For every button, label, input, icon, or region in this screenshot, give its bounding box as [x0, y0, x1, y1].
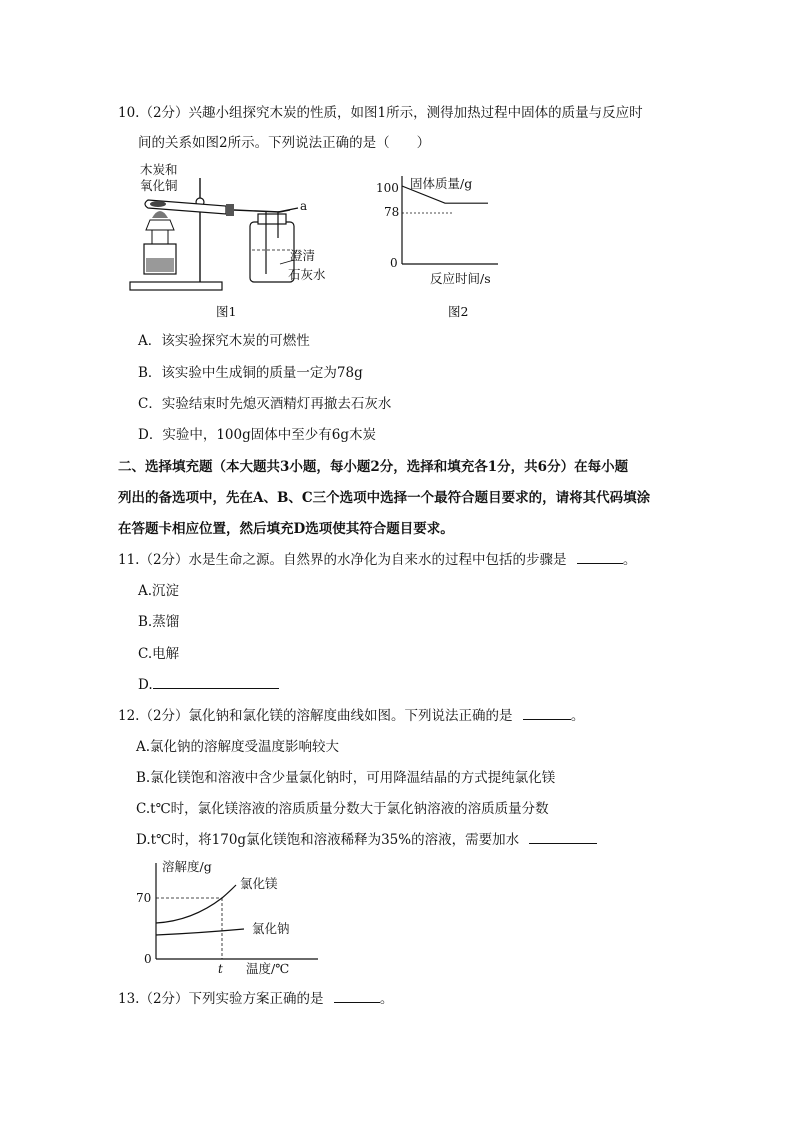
- q10-option-c: C．实验结束时先熄灭酒精灯再撤去石灰水: [138, 396, 392, 412]
- chart2-ytick-78: 78: [384, 205, 400, 219]
- chart2-xlabel: 反应时间/s: [430, 271, 491, 286]
- q12-stem-text: 12.（2分）氯化钠和氯化镁的溶解度曲线如图。下列说法正确的是: [118, 708, 513, 724]
- sol-ytick-0: 0: [144, 952, 152, 966]
- fig1-label-cuo: 氧化铜: [140, 178, 178, 193]
- sol-xtick-t: t: [218, 962, 223, 976]
- q11-stem: [118, 551, 636, 569]
- q12-option-d-text: D.t℃时，将170g氯化镁饱和溶液稀释为35%的溶液，需要加水: [136, 832, 520, 848]
- q11-option-a: A.沉淀: [138, 583, 180, 599]
- figure-2-chart: [370, 170, 520, 320]
- q12-option-d-blank[interactable]: [529, 831, 597, 844]
- chart2-ytick-100: 100: [376, 181, 399, 195]
- q11-option-d: [138, 676, 279, 694]
- q13-stem: [118, 990, 393, 1008]
- fig1-label-charcoal: 木炭和: [140, 162, 178, 177]
- fig1-label-limewater-1: 澄清: [290, 248, 316, 263]
- q11-answer-blank[interactable]: [577, 551, 623, 564]
- sol-xlabel: 温度/℃: [246, 961, 290, 976]
- q12-option-d: [136, 831, 597, 849]
- section2-line1: 二、选择填充题（本大题共3小题，每小题2分，选择和填充各1分，共6分）在每小题: [118, 459, 629, 475]
- q11-stem-text: 11.（2分）水是生命之源。自然界的水净化为自来水的过程中包括的步骤是: [118, 552, 567, 568]
- q11-option-d-blank[interactable]: [153, 676, 279, 689]
- q11-option-b: B.蒸馏: [138, 614, 180, 630]
- q11-option-d-label: D.: [138, 677, 153, 693]
- q13-stem-end: 。: [379, 991, 394, 1007]
- sol-series-mgcl2-label: 氯化镁: [240, 876, 278, 891]
- fig1-caption: 图1: [216, 304, 237, 319]
- q11-stem-end: 。: [622, 552, 637, 568]
- q12-option-a: A.氯化钠的溶解度受温度影响较大: [136, 739, 340, 755]
- q12-stem-end: 。: [570, 708, 585, 724]
- q10-option-a: A．该实验探究木炭的可燃性: [138, 333, 310, 349]
- section2-line3: 在答题卡相应位置，然后填充D选项使其符合题目要求。: [118, 521, 454, 537]
- q12-stem: [118, 707, 584, 725]
- q12-option-b: B.氯化镁饱和溶液中含少量氯化钠时，可用降温结晶的方式提纯氯化镁: [136, 770, 556, 786]
- q10-stem-line1: 10.（2分）兴趣小组探究木炭的性质，如图1所示，测得加热过程中固体的质量与反应时: [118, 105, 643, 121]
- q13-answer-blank[interactable]: [334, 990, 380, 1003]
- q12-option-c: C.t℃时，氯化镁溶液的溶质质量分数大于氯化钠溶液的溶质质量分数: [136, 801, 549, 817]
- sol-mgcl2-curve: [156, 885, 236, 923]
- sol-ylabel: 溶解度/g: [162, 859, 212, 874]
- chart2-ylabel: 固体质量/g: [410, 176, 473, 191]
- sol-ytick-70: 70: [136, 891, 152, 905]
- sol-series-nacl-label: 氯化钠: [252, 921, 290, 936]
- fig1-label-limewater-2: 石灰水: [288, 267, 326, 282]
- fig2-caption: 图2: [448, 304, 469, 319]
- q10-stem-line2: 间的关系如图2所示。下列说法正确的是（ ）: [138, 135, 431, 151]
- q13-stem-text: 13.（2分）下列实验方案正确的是: [118, 991, 324, 1007]
- q10-option-b: B．该实验中生成铜的质量一定为78g: [138, 365, 363, 381]
- q11-option-c: C.电解: [138, 646, 180, 662]
- fig1-label-a: a: [300, 199, 308, 213]
- sol-nacl-curve: [156, 929, 244, 935]
- section2-line2: 列出的备选项中，先在A、B、C三个选项中选择一个最符合题目要求的，请将其代码填涂: [118, 490, 651, 506]
- solubility-chart: [136, 855, 330, 980]
- q12-answer-blank[interactable]: [523, 707, 571, 720]
- figure-1-apparatus: [130, 160, 340, 320]
- chart2-ytick-0: 0: [390, 256, 398, 270]
- q10-option-d: D．实验中，100g固体中至少有6g木炭: [138, 427, 376, 443]
